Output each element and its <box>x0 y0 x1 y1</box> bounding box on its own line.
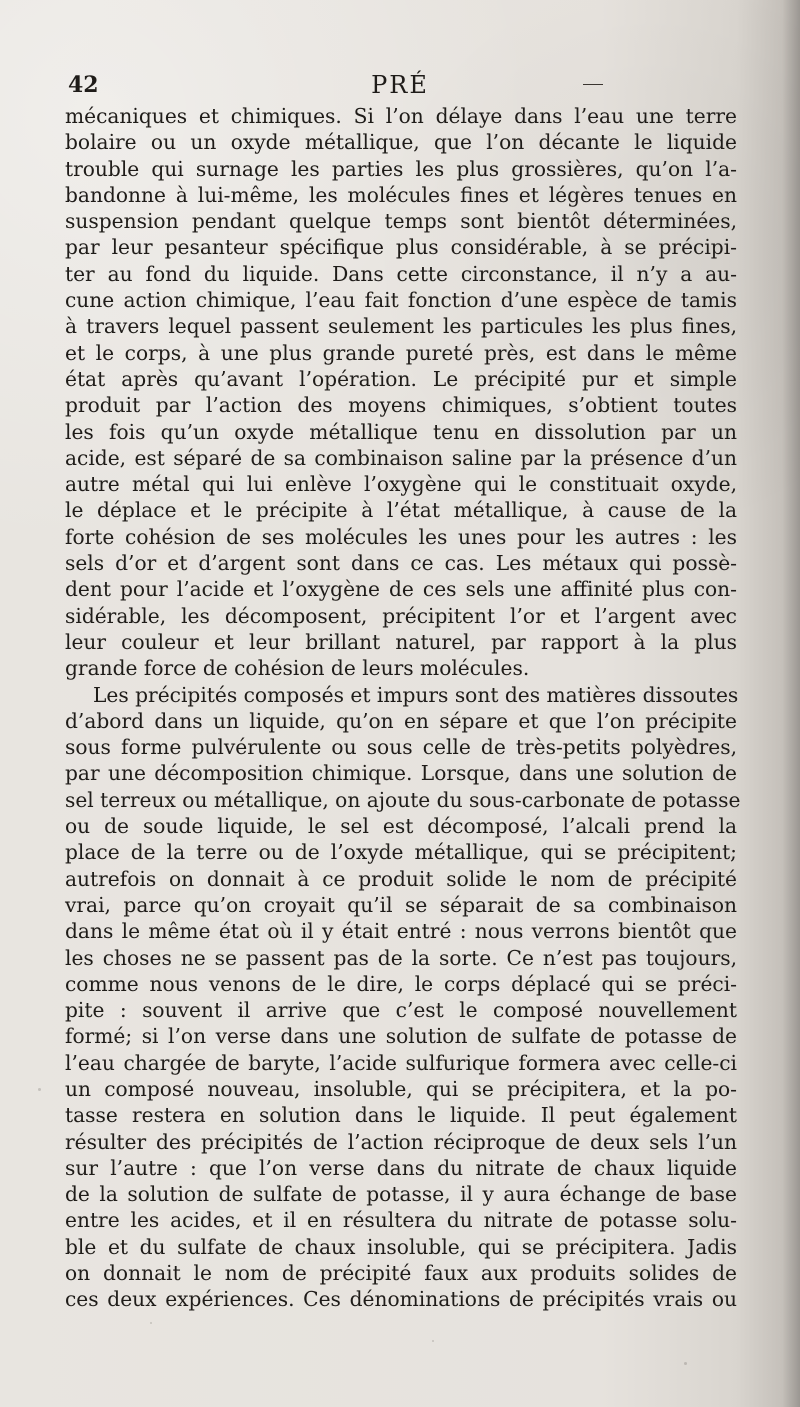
body-line: sels d’or et d’argent sont dans ce cas. Les métaux qui possè- <box>65 551 737 576</box>
body-line: l’eau chargée de baryte, l’acide sulfurique formera avec celle-ci <box>65 1050 737 1075</box>
paper-speckle <box>432 1340 434 1342</box>
body-line: sous forme pulvérulente ou sous celle de très-petits polyèdres, <box>65 735 737 760</box>
body-line: autre métal qui lui enlève l’oxygène qui le constituait oxyde, <box>65 472 737 497</box>
body-line: les fois qu’un oxyde métallique tenu en dissolution par un <box>65 419 737 444</box>
body-line: de la solution de sulfate de potasse, il y aura échange de base <box>65 1182 737 1207</box>
body-line: Les précipités composés et impurs sont des matières dissoutes <box>93 682 739 707</box>
body-line: tasse restera en solution dans le liquide. Il peut également <box>65 1103 737 1128</box>
paper-speckle <box>684 1362 687 1365</box>
body-line: ble et du sulfate de chaux insoluble, qui se précipitera. Jadis <box>65 1234 737 1259</box>
body-line: comme nous venons de le dire, le corps déplacé qui se préci- <box>65 971 737 996</box>
body-line: bandonne à lui-même, les molécules fines et légères tenues en <box>65 182 737 207</box>
body-line: vrai, parce qu’on croyait qu’il se séparait de sa combinaison <box>65 892 737 917</box>
body-line: d’abord dans un liquide, qu’on en sépare et que l’on précipite <box>65 708 737 733</box>
body-line: cune action chimique, l’eau fait fonction d’une espèce de tamis <box>65 288 737 313</box>
body-line: par leur pesanteur spécifique plus considérable, à se précipi- <box>65 235 737 260</box>
body-line: formé; si l’on verse dans une solution de sulfate de potasse de <box>65 1024 737 1049</box>
body-line: trouble qui surnage les parties les plus grossières, qu’on l’a- <box>65 156 737 181</box>
body-line: sur l’autre : que l’on verse dans du nitrate de chaux liquide <box>65 1155 737 1180</box>
body-line: entre les acides, et il en résultera du nitrate de potasse solu- <box>65 1208 737 1233</box>
page-header <box>68 70 732 100</box>
body-line: autrefois on donnait à ce produit solide le nom de précipité <box>65 866 737 891</box>
body-line: dans le même état où il y était entré : nous verrons bientôt que <box>65 919 737 944</box>
body-line: mécaniques et chimiques. Si l’on délaye dans l’eau une terre <box>65 104 737 128</box>
body-line: suspension pendant quelque temps sont bientôt déterminées, <box>65 209 737 234</box>
body-line: les choses ne se passent pas de la sorte. Ce n’est pas toujours, <box>65 945 737 970</box>
body-line: pite : souvent il arrive que c’est le composé nouvellement <box>65 998 737 1023</box>
body-line: et le corps, à une plus grande pureté près, est dans le même <box>65 340 737 365</box>
paper-speckle <box>150 1322 152 1324</box>
body-line: un composé nouveau, insoluble, qui se précipitera, et la po- <box>65 1076 737 1101</box>
page-edge-shadow <box>782 0 800 1407</box>
page-number: 42 <box>68 72 99 98</box>
body-line: sel terreux ou métallique, on ajoute du sous-carbonate de potasse <box>65 787 741 812</box>
body-line: on donnait le nom de précipité faux aux produits solides de <box>65 1261 737 1286</box>
body-line: ter au fond du liquide. Dans cette circonstance, il n’y a au- <box>65 261 737 286</box>
body-line: sidérable, les décomposent, précipitent l’or et l’argent avec <box>65 603 737 628</box>
body-line: forte cohésion de ses molécules les unes pour les autres : les <box>65 524 737 549</box>
running-head: PRÉ <box>371 71 429 99</box>
body-line: bolaire ou un oxyde métallique, que l’on décante le liquide <box>65 130 737 155</box>
body-line: produit par l’action des moyens chimiques, s’obtient toutes <box>65 393 737 418</box>
body-line: dent pour l’acide et l’oxygène de ces sels une affinité plus con- <box>65 577 737 602</box>
body-line: résulter des précipités de l’action réciproque de deux sels l’un <box>65 1129 737 1154</box>
body-line: par une décomposition chimique. Lorsque, dans une solution de <box>65 761 737 786</box>
body-line: ces deux expériences. Ces dénominations de précipités vrais ou <box>65 1287 737 1312</box>
body-line: à travers lequel passent seulement les particules les plus fines, <box>65 314 737 339</box>
body-line: grande force de cohésion de leurs molécules. <box>65 656 530 681</box>
header-dash <box>583 84 603 85</box>
body-line: place de la terre ou de l’oxyde métallique, qui se précipitent; <box>65 840 737 865</box>
body-line: état après qu’avant l’opération. Le précipité pur et simple <box>65 366 737 391</box>
body-line: le déplace et le précipite à l’état métallique, à cause de la <box>65 498 737 523</box>
body-line: ou de soude liquide, le sel est décomposé, l’alcali prend la <box>65 814 737 839</box>
body-line: leur couleur et leur brillant naturel, par rapport à la plus <box>65 629 737 654</box>
body-line: acide, est séparé de sa combinaison saline par la présence d’un <box>65 445 737 470</box>
body-text <box>65 103 741 1313</box>
paper-speckle <box>38 1088 41 1091</box>
